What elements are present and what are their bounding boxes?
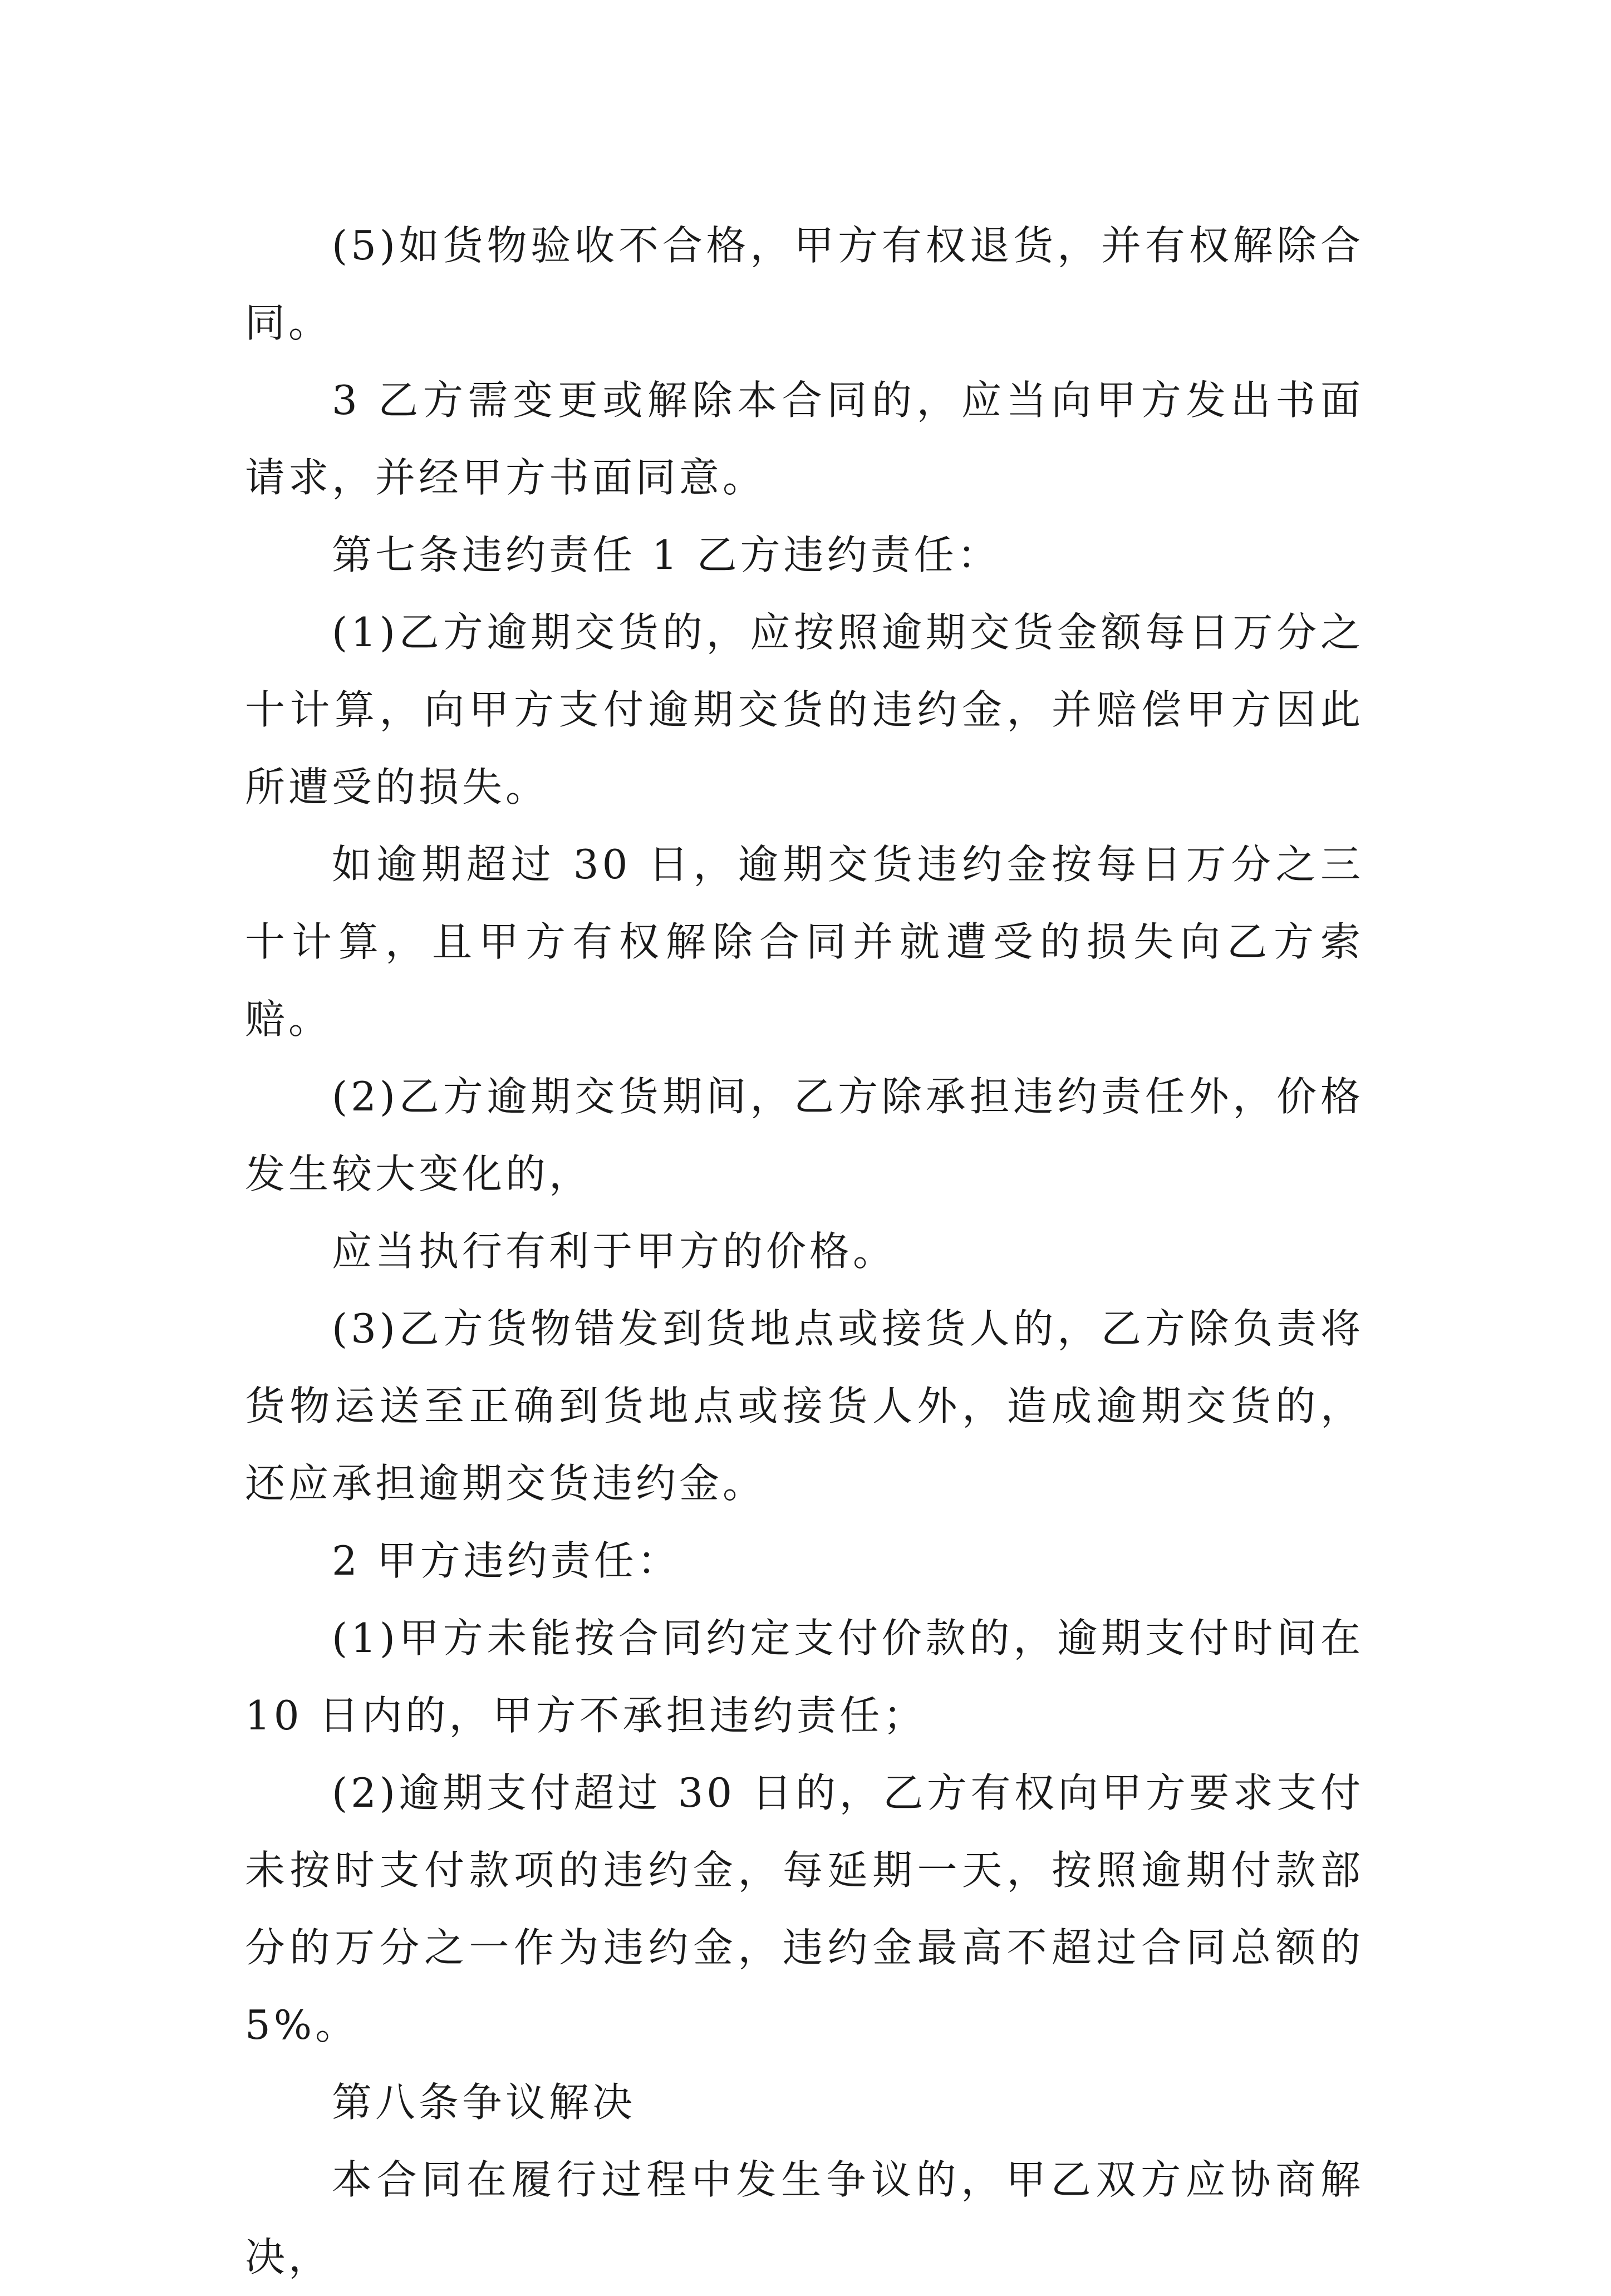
paragraph-article-7-heading: 第七条违约责任 1 乙方违约责任： bbox=[332, 532, 1001, 578]
paragraph-price-change: (2)乙方逾期交货期间，乙方除承担违约责任外，价格发生较大变化的， bbox=[245, 1073, 1364, 1197]
paragraph-wrong-delivery: (3)乙方货物错发到货地点或接货人的，乙方除负责将货物运送至正确到货地点或接货人外，造成逾期交货的，还应承担逾期交货违约金。 bbox=[245, 1305, 1364, 1507]
paragraph-party-a-liability-heading: 2 甲方违约责任： bbox=[332, 1537, 681, 1584]
paragraph-late-payment-30-days: (2)逾期支付超过 30 日的，乙方有权向甲方要求支付未按时支付款项的违约金，每延期一天，按照逾期付款部分的万分之一作为违约金，违约金最高不超过合同总额的 5%。 bbox=[245, 1769, 1364, 2048]
paragraph-favorable-price: 应当执行有利于甲方的价格。 bbox=[332, 1228, 897, 1275]
paragraph-over-30-days: 如逾期超过 30 日，逾期交货违约金按每日万分之三十计算，且甲方有权解除合同并就遭受的损失向乙方索赔。 bbox=[245, 841, 1364, 1043]
paragraph-late-payment-10-days: (1)甲方未能按合同约定支付价款的，逾期支付时间在 10 日内的，甲方不承担违约责任； bbox=[245, 1615, 1364, 1739]
document-body bbox=[245, 207, 1364, 2296]
paragraph-late-delivery: (1)乙方逾期交货的，应按照逾期交货金额每日万分之十计算，向甲方支付逾期交货的违约金，并赔偿甲方因此所遭受的损失。 bbox=[245, 609, 1364, 810]
paragraph-change-request: 3 乙方需变更或解除本合同的，应当向甲方发出书面请求，并经甲方书面同意。 bbox=[245, 377, 1364, 501]
paragraph-article-8-heading: 第八条争议解决 bbox=[332, 2079, 636, 2126]
paragraph-dispute-resolution: 本合同在履行过程中发生争议的，甲乙双方应协商解决， bbox=[245, 2156, 1364, 2280]
paragraph-return-goods: (5)如货物验收不合格，甲方有权退货，并有权解除合同。 bbox=[245, 222, 1364, 346]
